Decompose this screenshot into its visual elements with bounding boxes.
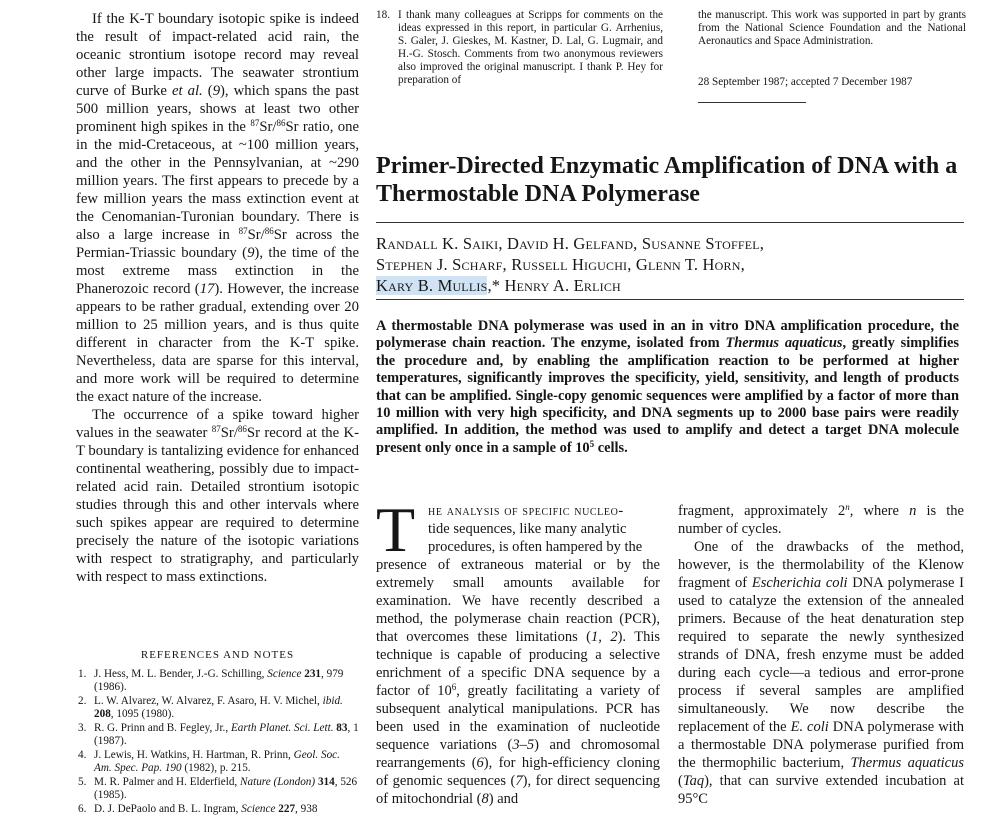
paragraph: fragment, approximately 2$^n$, where n is the number of cycles.: [678, 502, 964, 537]
previous-article-text: [76, 10, 359, 586]
acknowledgement-note-continued: the manuscript. This work was supported in part by grants from the National Science Foundation and the National Aeronautics and Space Administration.: [698, 9, 966, 47]
divider: [376, 299, 964, 300]
body-column-2: [678, 502, 964, 808]
received-accepted-dates: 28 September 1987; accepted 7 December 1987: [698, 76, 913, 88]
reference-item: 2. L. W. Alvarez, W. Alvarez, F. Asaro, H. V. Michel, ibid. 208, 1095 (1980).: [78, 695, 343, 720]
references-heading: REFERENCES AND NOTES: [140, 649, 295, 661]
paragraph: he analysis of specific nucleo- tide sequences, like many analytic procedures, is often hampered by the presence of extraneous material or by the extremely small amounts available for examination. We have recently described a method, the polymerase chain reaction (PCR), that overcomes these limitations (1, 2). This technique is capable of producing a selective enrichment of a specific DNA sequence by a factor of $10^6$, greatly facilitating a variety of subsequent analytical manipulations. PCR has been used in the examination of nucleotide sequence variations (3–5) and chromosomal rearrangements (6), for high-efficiency cloning of genomic sequences (7), for direct sequencing of mitochondrial (8) and: [376, 503, 660, 807]
paragraph: If the K-T boundary isotopic spike is indeed the result of impact-related acid rain, the oceanic strontium isotope record may reveal other large impacts. The seawater strontium curve of Burke et al. (9), which spans the past 500 million years, shows at least two other prominent high spikes in the $^{87}$Sr/$^{86}$Sr ratio, one in the mid-Cretaceous, at ~100 million years, and the other in the Pennsylvanian, at ~290 million years. The first appears to precede by a few million years the mass extinction event at the Cenomanian-Turonian boundary. There is also a large increase in $^{87}$Sr/$^{86}$Sr across the Permian-Triassic boundary (9), the time of the most extreme mass extinction in the Phanerozoic record (17). However, the increase appears to be rather gradual, extending over 20 million to 25 million years, and is thus quite different in character from the K-T spike. Nevertheless, data are sparse for this interval, and more work will be required to determine the exact nature of the increase.: [76, 11, 359, 405]
author-list: Randall K. Saiki, David H. Gelfand, Susanne Stoffel, Stephen J. Scharf, Russell Higuchi, Glenn T. Horn, Kary B. Mullis,* Henry A. Erlich: [376, 234, 765, 295]
reference-item: 6. D. J. DePaolo and B. L. Ingram, Science 227, 938: [78, 803, 318, 815]
paragraph: The occurrence of a spike toward higher values in the seawater $^{87}$Sr/$^{86}$Sr record at the K-T boundary is tantalizing evidence for enhanced continental weathering, possibly due to impact-related acid rain. Detailed strontium isotopic studies through this and other intervals where such spikes appear are required to determine precisely the nature of the isotopic variations with respect to stratigraphy, and particularly with respect to mass extinctions.: [76, 407, 360, 585]
references-section: [76, 646, 359, 817]
body-column-1: [376, 494, 660, 808]
note-text: I thank many colleagues at Scripps for comments on the ideas expressed in this report, in particular G. Arrhenius, S. Galer, J. Gieskes, M. Kastner, D. Lal, G. Lugmair, and H.-G. Stosch. Comments from two anonymous reviewers also improved the original manuscript. I thank P. Hey for preparation of: [398, 9, 663, 86]
acknowledgement-note: [376, 9, 663, 87]
highlighted-author[interactable]: Kary B. Mullis: [376, 276, 488, 295]
reference-item: 3. R. G. Prinn and B. Fegley, Jr., Earth Planet. Sci. Lett. 83, 1 (1987).: [78, 722, 359, 747]
drop-cap: T: [376, 494, 416, 565]
divider: [376, 222, 964, 223]
divider: [698, 102, 806, 103]
article-title: Primer-Directed Enzymatic Amplification of DNA with a Thermostable DNA Polymerase: [376, 153, 958, 207]
reference-item: 4. J. Lewis, H. Watkins, H. Hartman, R. Prinn, Geol. Soc. Am. Spec. Pap. 190 (1982), p. 215.: [78, 749, 340, 774]
abstract: A thermostable DNA polymerase was used in an in vitro DNA amplification procedure, the polymerase chain reaction. The enzyme, isolated from Thermus aquaticus, greatly simplifies the procedure and, by enabling the amplification reaction to be performed at higher temperatures, significantly improves the specificity, yield, sensitivity, and length of products that can be amplified. Single-copy genomic sequences were amplified by a factor of more than 10 million with very high specificity, and DNA segments up to 2000 base pairs were readily amplified. In addition, the method was used to amplify and detect a target DNA molecule present only once in a sample of $10^5$ cells.: [376, 318, 959, 456]
reference-item: 1. J. Hess, M. L. Bender, J.-G. Schilling, Science 231, 979 (1986).: [78, 668, 344, 693]
paragraph: One of the drawbacks of the method, however, is the thermolability of the Klenow fragment of Escherichia coli DNA polymerase I used to catalyze the extension of the annealed primers. Because of the heat denaturation step required to separate the newly synthesized strands of DNA, fresh enzyme must be added during each cycle—a tedious and error-prone process if several samples are amplified simultaneously. We now describe the replacement of the E. coli DNA polymerase with a thermostable DNA polymerase purified from the thermophilic bacterium, Thermus aquaticus (Taq), that can survive extended incubation at 95°C: [678, 539, 964, 807]
reference-item: 5. M. R. Palmer and H. Elderfield, Nature (London) 314, 526 (1985).: [78, 776, 358, 801]
note-number: 18.: [376, 9, 390, 21]
